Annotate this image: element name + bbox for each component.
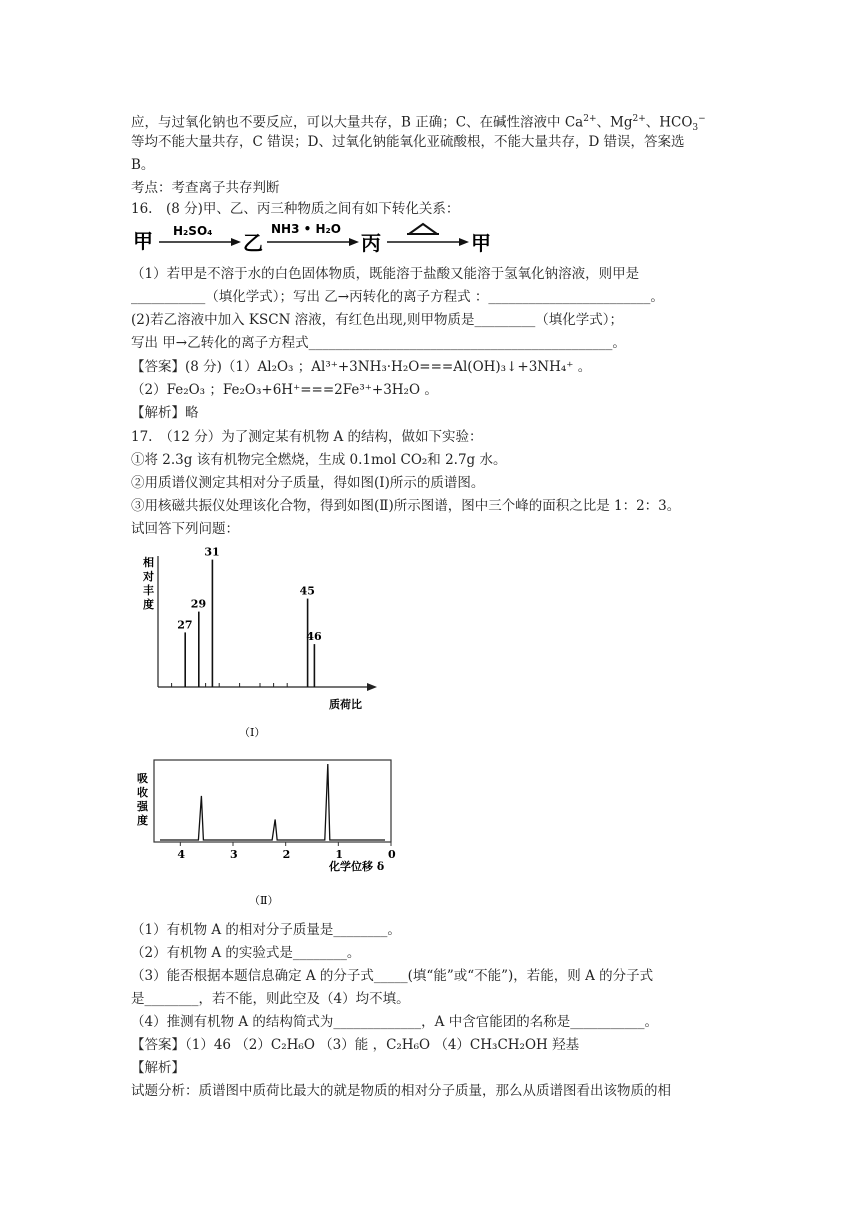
q16-part2-line-2: 写出 甲→乙转化的离子方程式_____________________________________________。 (131, 335, 626, 351)
subscript: 3 (692, 123, 699, 134)
heat-triangle-icon (409, 224, 437, 234)
nmr-tick-label: 2 (282, 848, 291, 861)
reaction-scheme (131, 222, 501, 258)
ms-xlabel: 质荷比 (329, 698, 362, 711)
q17-instruction: 试回答下列问题： (131, 521, 239, 537)
q17-analysis-text: 试题分析：质谱图中质荷比最大的就是物质的相对分子质量，那么从质谱图看出该物质的相 (131, 1083, 671, 1099)
ms-peak-label: 45 (299, 584, 315, 598)
q17-step-1: ①将 2.3g 该有机物完全燃烧，生成 0.1mol CO₂和 2.7g 水。 (131, 452, 507, 468)
q17-step-3: ③用核磁共振仪处理该化合物，得到如图(Ⅱ)所示图谱，图中三个峰的面积之比是 1：2：3。 (131, 498, 681, 514)
ms-peaks-group (172, 546, 322, 687)
nmr-tick-label: 1 (335, 848, 343, 861)
nmr-trace (160, 764, 385, 840)
q17-question-3a: （3）能否根据本题信息确定 A 的分子式_____(填“能”或“不能”)，若能，则 A 的分子式 (131, 968, 654, 984)
text-segment: 、Mg (596, 114, 633, 131)
nmr-ticks-group (177, 842, 396, 861)
superscript: − (698, 114, 706, 124)
q17-step-2: ②用质谱仪测定其相对分子质量，得如图(Ⅰ)所示的质谱图。 (131, 475, 485, 491)
ms-peak-label: 27 (177, 618, 193, 632)
scheme-species-bing: 丙 (361, 231, 381, 255)
q17-analysis-heading: 【解析】 (131, 1060, 185, 1076)
ms-ylabel-2: 对 (143, 570, 154, 583)
q16-title: 16. (8 分)甲、乙、丙三种物质之间有如下转化关系： (131, 201, 460, 217)
ms-peak-label: 46 (306, 630, 322, 644)
scheme-reagent-nh3: NH3 • H₂O (271, 222, 341, 236)
nmr-tick-label: 0 (388, 848, 396, 861)
scheme-species-yi: 乙 (243, 231, 263, 255)
q16-part1-line-2: ___________（填化学式）；写出 乙→丙转化的离子方程式 ：________________________。 (131, 289, 664, 305)
nmr-tick-label: 3 (230, 848, 238, 861)
ms-ylabel-1: 相 (143, 556, 154, 569)
nmr-ylabel-1: 吸 (137, 772, 148, 785)
text-segment: 应，与过氧化钠也不要反应，可以大量共存，B 正确；C、在碱性溶液中 Ca (131, 114, 584, 131)
q16-part1-line-1: （1）若甲是不溶于水的白色固体物质，既能溶于盐酸又能溶于氢氧化钠溶液，则甲是 (131, 266, 640, 282)
scheme-reagent-h2so4: H₂SO₄ (173, 224, 213, 238)
ms-caption: （Ⅰ） (239, 726, 266, 739)
ms-ylabel-4: 度 (143, 598, 154, 611)
continuation-line-2: 等均不能大量共存，C 错误；D、过氧化钠能氧化亚硫酸根，不能大量共存，D 错误，答案选 (131, 134, 685, 150)
nmr-ylabel-3: 强 (137, 800, 148, 813)
nmr-ylabel-4: 度 (137, 814, 148, 827)
nmr-xlabel: 化学位移 δ (329, 860, 385, 873)
nmr-ylabel-2: 收 (137, 786, 148, 799)
scheme-species-jia-2: 甲 (471, 231, 491, 255)
text-segment: 、HCO (645, 114, 693, 131)
q17-question-4: （4）推测有机物 A 的结构简式为_____________，A 中含官能团的名称是___________。 (131, 1014, 658, 1030)
scheme-arrowhead-1 (231, 238, 241, 246)
scheme-species-jia: 甲 (133, 229, 153, 253)
nmr-tick-label: 4 (177, 848, 185, 861)
q17-question-1: （1）有机物 A 的相对分子质量是________。 (131, 922, 401, 938)
q16-part2-line-1: (2)若乙溶液中加入 KSCN 溶液，有红色出现,则甲物质是_________（填化学式）； (131, 312, 623, 328)
q17-question-3b: 是________，若不能，则此空及（4）均不填。 (131, 991, 410, 1007)
q16-answer-line-1: 【答案】(8 分)（1）Al₂O₃ ；Al³⁺+3NH₃·H₂O===Al(OH)₃↓+3NH₄⁺ 。 (131, 359, 592, 375)
nmr-caption: （Ⅱ） (249, 894, 279, 907)
kaodian-line: 考点：考查离子共存判断 (131, 180, 280, 196)
ms-peak-label: 31 (204, 546, 220, 559)
superscript: 2+ (583, 114, 597, 124)
ms-x-arrowhead (367, 683, 377, 691)
nmr-plot-frame (154, 760, 391, 842)
scheme-arrowhead-2 (349, 238, 359, 246)
scheme-arrowhead-3 (459, 238, 469, 246)
ms-peak-label: 29 (190, 597, 207, 611)
q16-analysis: 【解析】略 (131, 405, 199, 421)
q17-title: 17. （12 分）为了测定某有机物 A 的结构，做如下实验： (131, 429, 483, 445)
q16-answer-line-2: （2）Fe₂O₃ ；Fe₂O₃+6H⁺===2Fe³⁺+3H₂O 。 (131, 382, 438, 398)
ms-ylabel-3: 丰 (143, 584, 154, 597)
continuation-line-3: B。 (131, 157, 155, 173)
q17-answer: 【答案】（1）46 （2）C₂H₆O （3）能 ，C₂H₆O （4）CH₃CH₂OH 羟基 (131, 1037, 580, 1053)
superscript: 2+ (632, 114, 646, 124)
nmr-spectrum-figure (131, 754, 401, 912)
mass-spectrum-figure (131, 546, 391, 746)
q17-question-2: （2）有机物 A 的实验式是________。 (131, 945, 361, 961)
